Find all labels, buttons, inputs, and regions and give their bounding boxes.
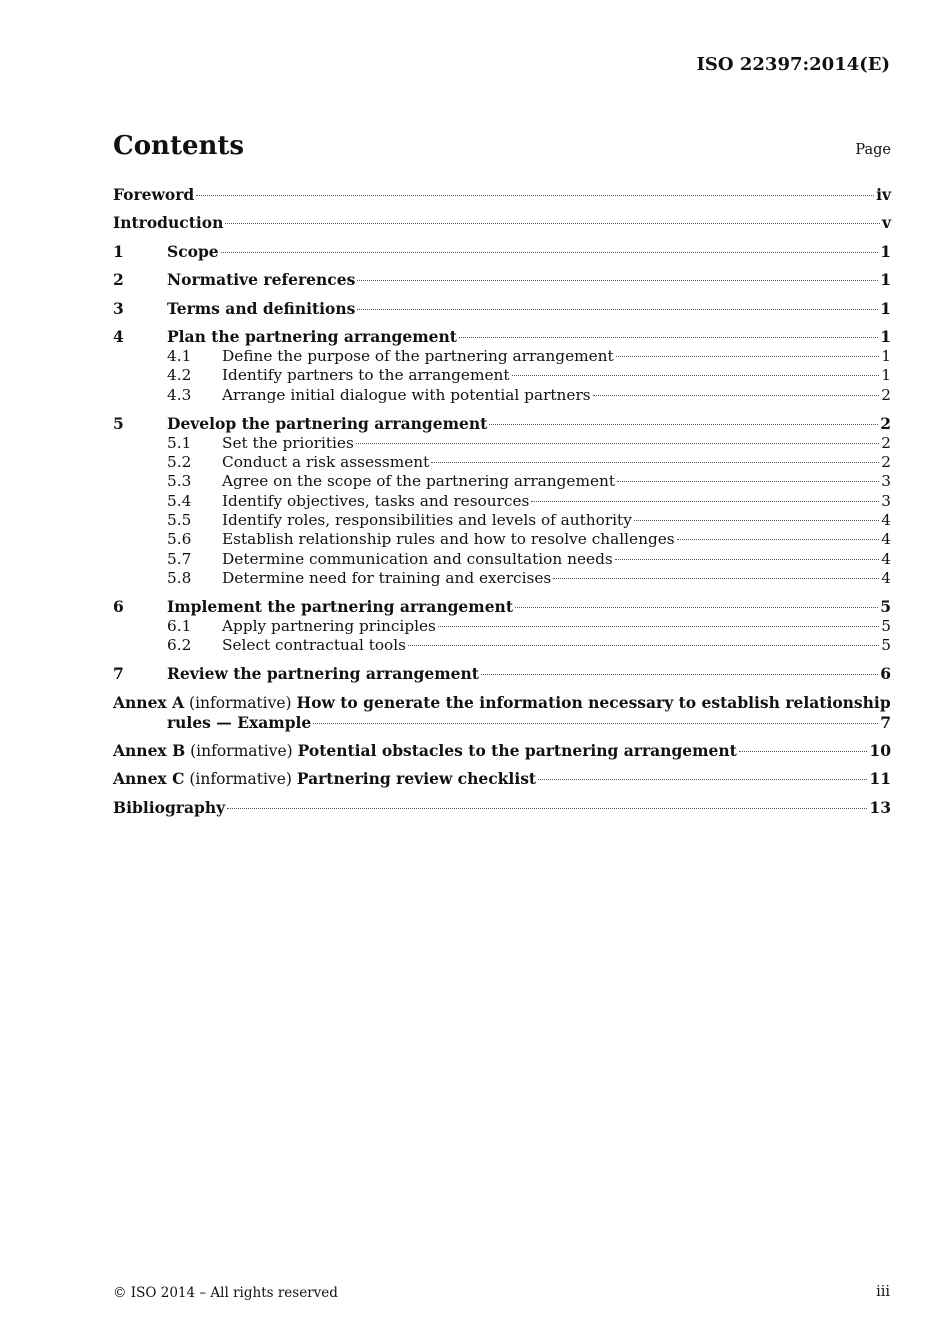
dot-leader: [221, 252, 879, 253]
toc-page: 2: [880, 413, 891, 433]
toc-entry-annex-b[interactable]: [113, 741, 891, 761]
dot-leader: [634, 520, 879, 521]
toc-page: 2: [881, 452, 891, 471]
toc-number: 5.1: [167, 433, 192, 452]
annex-kind: (informative): [190, 741, 293, 760]
toc-title: Implement the partnering arrangement: [167, 597, 513, 617]
toc-title: Identify roles, responsibilities and levels of authority: [222, 511, 632, 530]
dot-leader: [553, 578, 879, 579]
toc-title: Partnering review checklist: [296, 769, 537, 789]
contents-title: Contents: [113, 131, 245, 161]
toc-page: 2: [881, 385, 891, 404]
dot-leader: [616, 356, 880, 357]
toc-title: Plan the partnering arrangement: [167, 326, 457, 346]
toc-entry-section-1[interactable]: [113, 242, 891, 262]
toc-number: 5.2: [167, 452, 192, 471]
toc-page: v: [881, 213, 891, 233]
toc-title: Potential obstacles to the partnering arrangement: [297, 740, 737, 760]
toc-number: 4.2: [167, 366, 192, 385]
toc-number: 2: [113, 270, 124, 290]
toc-entry-section-4[interactable]: [113, 327, 891, 347]
toc-entry-section-6-1[interactable]: [113, 617, 891, 636]
dot-leader: [227, 808, 867, 809]
toc-entry-annex-a-cont[interactable]: [113, 713, 891, 733]
dot-leader: [531, 501, 879, 502]
toc-number: 5.3: [167, 472, 192, 491]
dot-leader: [538, 779, 867, 780]
toc-page: 13: [869, 797, 891, 817]
toc-page: 1: [880, 298, 891, 318]
toc-title: Set the priorities: [222, 433, 354, 452]
toc-entry-section-4-3[interactable]: [113, 386, 891, 405]
toc-title: Apply partnering principles: [222, 617, 436, 636]
toc-entry-section-3[interactable]: [113, 299, 891, 319]
toc-title: Normative references: [167, 270, 356, 290]
annex-label: Annex A: [113, 692, 185, 712]
dot-leader: [408, 645, 879, 646]
dot-leader: [459, 337, 878, 338]
dot-leader: [739, 751, 868, 752]
toc-entry-section-2[interactable]: [113, 270, 891, 290]
toc-number: 3: [113, 298, 124, 318]
dot-leader: [357, 280, 878, 281]
toc-page: 1: [880, 326, 891, 346]
dot-leader: [481, 674, 878, 675]
toc-title: Determine need for training and exercises: [222, 569, 552, 588]
toc-page: 6: [880, 664, 891, 684]
toc-title: How to generate the information necessary to establish relationship: [296, 692, 891, 712]
toc-title: Review the partnering arrangement: [167, 664, 479, 684]
toc-number: 7: [113, 664, 124, 684]
toc-entry-section-5[interactable]: [113, 414, 891, 434]
dot-leader: [593, 395, 880, 396]
toc-page: 4: [881, 549, 891, 568]
toc-page: 4: [881, 511, 891, 530]
toc-title: Bibliography: [113, 797, 226, 817]
toc-page: 11: [869, 769, 891, 789]
toc-title: Foreword: [113, 185, 195, 204]
dot-leader: [225, 223, 880, 224]
dot-leader: [677, 539, 880, 540]
toc-entry-section-5-2[interactable]: [113, 453, 891, 472]
dot-leader: [615, 559, 880, 560]
toc-entry-section-5-4[interactable]: [113, 492, 891, 511]
toc-entry-section-5-7[interactable]: [113, 550, 891, 569]
table-of-contents: [113, 185, 891, 818]
toc-title: Identify partners to the arrangement: [222, 366, 510, 385]
toc-entry-section-6-2[interactable]: [113, 636, 891, 655]
toc-title: Introduction: [113, 213, 224, 233]
dot-leader: [196, 195, 874, 196]
toc-number: 1: [113, 241, 124, 261]
dot-leader: [438, 626, 879, 627]
toc-page: 4: [881, 530, 891, 549]
toc-number: 6.2: [167, 636, 192, 655]
toc-title: Establish relationship rules and how to resolve challenges: [222, 530, 675, 549]
toc-page: 5: [881, 636, 891, 655]
dot-leader: [617, 481, 879, 482]
toc-page: 10: [869, 740, 891, 760]
toc-entry-annex-c[interactable]: [113, 769, 891, 789]
toc-number: 5: [113, 413, 124, 433]
document-id: ISO 22397:2014(E): [696, 54, 890, 75]
toc-number: 4.1: [167, 346, 192, 365]
toc-title: Select contractual tools: [222, 636, 407, 655]
toc-entry-section-4-1[interactable]: [113, 347, 891, 366]
annex-kind: (informative): [189, 693, 292, 712]
toc-page: iv: [876, 185, 891, 204]
toc-entry-bibliography[interactable]: [113, 798, 891, 818]
dot-leader: [489, 424, 878, 425]
toc-entry-section-5-3[interactable]: [113, 472, 891, 491]
page-column-label: Page: [855, 142, 891, 158]
toc-number: 4: [113, 326, 124, 346]
toc-entry-foreword[interactable]: [113, 185, 891, 205]
toc-title: Define the purpose of the partnering arrangement: [222, 346, 614, 365]
toc-page: 3: [881, 491, 891, 510]
toc-number: 6: [113, 597, 124, 617]
toc-title: Terms and definitions: [167, 298, 356, 318]
toc-entry-introduction[interactable]: [113, 213, 891, 233]
toc-entry-section-5-1[interactable]: [113, 434, 891, 453]
toc-number: 5.7: [167, 549, 192, 568]
annex-label: Annex C: [113, 769, 185, 789]
copyright-notice: © ISO 2014 – All rights reserved: [113, 1285, 338, 1301]
toc-entry-annex-a[interactable]: [113, 693, 891, 713]
toc-title: Scope: [167, 241, 219, 261]
toc-title: Determine communication and consultation needs: [222, 549, 613, 568]
toc-title: Develop the partnering arrangement: [167, 413, 488, 433]
toc-page: 5: [881, 617, 891, 636]
page-number: iii: [876, 1284, 890, 1300]
toc-title: Conduct a risk assessment: [222, 452, 430, 471]
toc-page: 1: [881, 346, 891, 365]
toc-entry-section-5-6[interactable]: [113, 530, 891, 549]
annex-kind: (informative): [189, 770, 292, 789]
toc-entry-section-5-8[interactable]: [113, 569, 891, 588]
toc-number: 5.8: [167, 569, 192, 588]
toc-entry-section-7[interactable]: [113, 664, 891, 684]
toc-page: 5: [880, 597, 891, 617]
dot-leader: [431, 462, 879, 463]
toc-title: Arrange initial dialogue with potential partners: [222, 385, 591, 404]
dot-leader: [515, 607, 878, 608]
dot-leader: [356, 443, 879, 444]
dot-leader: [357, 309, 878, 310]
annex-label: Annex B: [113, 740, 186, 760]
dot-leader: [512, 375, 880, 376]
toc-title: Agree on the scope of the partnering arrangement: [222, 472, 616, 491]
toc-number: 5.6: [167, 530, 192, 549]
toc-entry-section-6[interactable]: [113, 597, 891, 617]
toc-page: 3: [881, 472, 891, 491]
toc-number: 5.4: [167, 491, 192, 510]
toc-page: 2: [881, 433, 891, 452]
toc-page: 1: [880, 241, 891, 261]
dot-leader: [313, 723, 878, 724]
toc-entry-section-5-5[interactable]: [113, 511, 891, 530]
toc-number: 4.3: [167, 385, 192, 404]
toc-page: 7: [880, 712, 891, 732]
toc-number: 5.5: [167, 511, 192, 530]
toc-title: rules — Example: [167, 712, 312, 732]
toc-page: 1: [881, 366, 891, 385]
toc-title: Identify objectives, tasks and resources: [222, 491, 530, 510]
toc-page: 1: [880, 270, 891, 290]
toc-entry-section-4-2[interactable]: [113, 366, 891, 385]
toc-page: 4: [881, 569, 891, 588]
toc-number: 6.1: [167, 617, 192, 636]
